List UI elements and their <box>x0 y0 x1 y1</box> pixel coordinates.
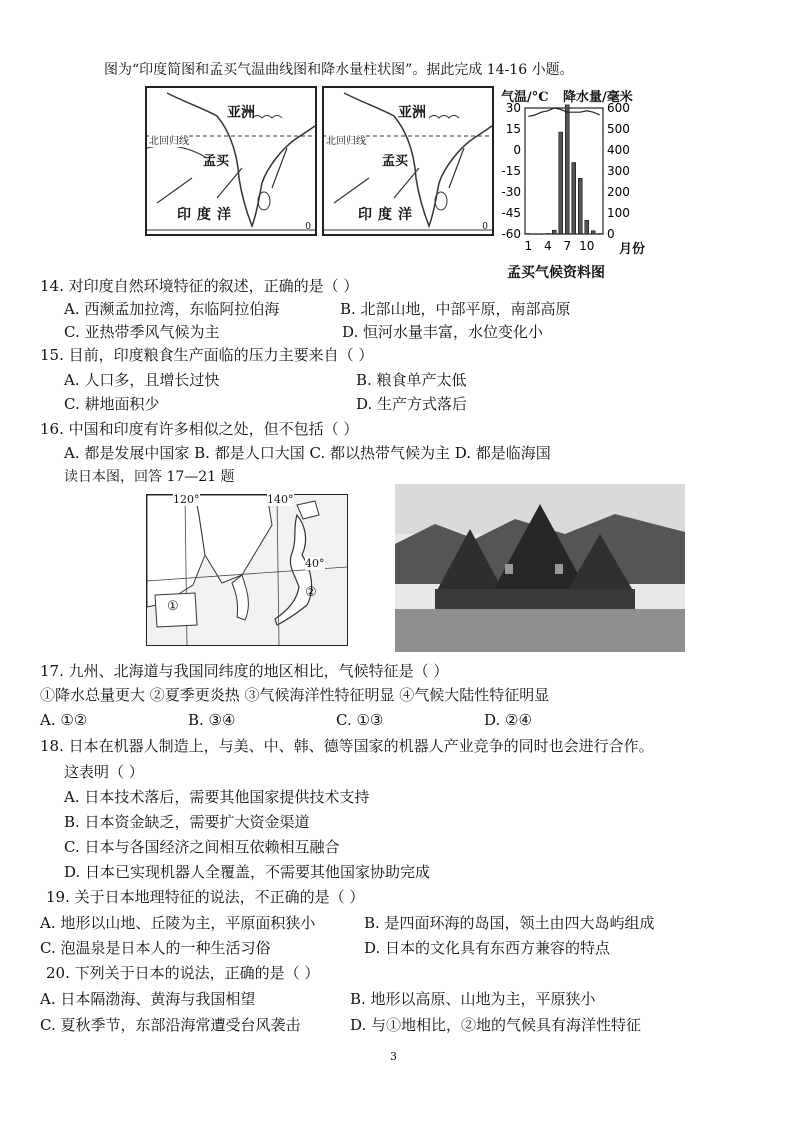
plot-frame <box>525 108 603 234</box>
tropic-label: 北回归线 <box>326 132 366 147</box>
gassho-house-photo-graphic <box>395 484 685 652</box>
q15-stem: 15. 目前，印度粮食生产面临的压力主要来自（ ） <box>40 346 374 364</box>
right-tick-label: 100 <box>607 206 630 220</box>
ocean-label: 印度洋 <box>177 207 237 223</box>
left-axis-ticks <box>501 102 521 241</box>
q17-option-b[interactable]: B. ③④ <box>188 711 236 729</box>
q18-option-b[interactable]: B. 日本资金缺乏，需要扩大资金渠道 <box>64 813 310 831</box>
q14-stem: 14. 对印度自然环境特征的叙述，正确的是（ ） <box>40 277 359 295</box>
equator-zero-label: 0 <box>482 222 488 232</box>
q15-option-d[interactable]: D. 生产方式落后 <box>356 395 468 413</box>
q18-option-c[interactable]: C. 日本与各国经济之间相互依赖相互融合 <box>64 838 340 856</box>
q20-stem: 20. 下列关于日本的说法，正确的是（ ） <box>46 964 320 982</box>
tropic-label: 北回归线 <box>149 132 189 147</box>
asia-label: 亚洲 <box>398 105 426 121</box>
x-axis-title: 月份 <box>619 242 646 257</box>
q17-option-a[interactable]: A. ①② <box>40 711 88 729</box>
left-axis-title: 气温/°C <box>501 90 549 105</box>
q14-option-b[interactable]: B. 北部山地，中部平原，南部高原 <box>340 300 571 318</box>
japan-map-graphic <box>147 495 347 645</box>
q20-option-d[interactable]: D. 与①地相比，②地的气候具有海洋性特征 <box>350 1016 642 1034</box>
q19-option-a[interactable]: A. 地形以山地、丘陵为主，平原面积狭小 <box>40 914 316 932</box>
month-tick-label: 1 <box>524 239 533 253</box>
month-tick-label: 10 <box>579 239 595 253</box>
q19-option-c[interactable]: C. 泡温泉是日本人的一种生活习俗 <box>40 939 271 957</box>
lon-140-label: 140° <box>267 493 294 506</box>
location-marker-2: ② <box>305 585 317 600</box>
q16-options[interactable]: A. 都是发展中国家 B. 都是人口大国 C. 都以热带气候为主 D. 都是临海国 <box>64 444 551 462</box>
page-number: 3 <box>390 1050 397 1063</box>
left-tick-label: 0 <box>513 143 521 157</box>
equator-zero-label: 0 <box>305 222 311 232</box>
month-axis-ticks <box>524 239 594 253</box>
month-tick-label: 4 <box>543 239 552 253</box>
precip-bar-month-8 <box>572 163 576 234</box>
left-tick-label: 15 <box>505 122 521 136</box>
precipitation-bars <box>526 105 601 234</box>
left-tick-label: -45 <box>501 206 521 220</box>
precip-bar-month-10 <box>585 220 589 234</box>
india-map-wind-1 <box>145 86 317 236</box>
japan-intro: 读日本图，回答 17—21 题 <box>64 469 235 485</box>
q17-option-c[interactable]: C. ①③ <box>336 711 384 729</box>
q15-option-c[interactable]: C. 耕地面积少 <box>64 395 160 413</box>
q16-stem: 16. 中国和印度有许多相似之处，但不包括（ ） <box>40 420 359 438</box>
asia-label: 亚洲 <box>227 105 255 121</box>
lat-40-label: 40° <box>305 557 325 570</box>
ocean-label: 印度洋 <box>358 207 418 223</box>
q20-option-a[interactable]: A. 日本隔渤海、黄海与我国相望 <box>40 990 256 1008</box>
precip-bar-month-4 <box>546 234 550 235</box>
precip-bar-month-6 <box>559 132 563 234</box>
left-tick-label: -15 <box>501 164 521 178</box>
precip-bar-month-9 <box>578 178 582 234</box>
right-tick-label: 0 <box>607 227 615 241</box>
gassho-house-photo <box>395 484 685 652</box>
left-tick-label: -60 <box>501 227 521 241</box>
location-marker-1: ① <box>167 599 179 614</box>
climate-caption: 孟买气候资料图 <box>507 265 605 281</box>
q14-option-a[interactable]: A. 西濒孟加拉湾，东临阿拉伯海 <box>64 300 280 318</box>
q19-option-b[interactable]: B. 是四面环海的岛国，领土由四大岛屿组成 <box>364 914 655 932</box>
temperature-line <box>528 108 600 116</box>
q14-option-c[interactable]: C. 亚热带季风气候为主 <box>64 323 220 341</box>
precip-bar-month-1 <box>526 234 530 235</box>
q14-option-d[interactable]: D. 恒河水量丰富，水位变化小 <box>342 323 544 341</box>
q15-option-b[interactable]: B. 粮食单产太低 <box>356 371 467 389</box>
q18-option-d[interactable]: D. 日本已实现机器人全覆盖，不需要其他国家协助完成 <box>64 863 431 881</box>
q20-option-c[interactable]: C. 夏秋季节，东部沿海常遭受台风袭击 <box>40 1016 301 1034</box>
precip-bar-month-12 <box>598 234 602 235</box>
mumbai-label: 孟买 <box>203 154 230 169</box>
q17-stem: 17. 九州、北海道与我国同纬度的地区相比，气候特征是（ ） <box>40 662 449 680</box>
mumbai-label: 孟买 <box>382 154 409 169</box>
right-axis-ticks <box>607 102 630 241</box>
left-tick-label: -30 <box>501 185 521 199</box>
q15-option-a[interactable]: A. 人口多，且增长过快 <box>64 371 220 389</box>
q18-stem-line1: 18. 日本在机器人制造上，与美、中、韩、德等国家的机器人产业竞争的同时也会进行合作。 <box>40 737 654 755</box>
figure-intro: 图为“印度简图和孟买气温曲线图和降水量柱状图”。据此完成 14-16 小题。 <box>104 62 574 78</box>
precip-bar-month-5 <box>552 230 556 234</box>
q18-stem-line2: 这表明（ ） <box>64 763 144 781</box>
right-tick-label: 400 <box>607 143 630 157</box>
right-axis-title: 降水量/毫米 <box>563 90 633 105</box>
precip-bar-month-11 <box>591 231 595 234</box>
precip-bar-month-3 <box>539 234 543 235</box>
right-tick-label: 200 <box>607 185 630 199</box>
precip-bar-month-7 <box>565 105 569 234</box>
mumbai-climate-chart <box>495 84 655 284</box>
q17-option-d[interactable]: D. ②④ <box>484 711 532 729</box>
precip-bar-month-2 <box>533 234 537 235</box>
q19-stem: 19. 关于日本地理特征的说法，不正确的是（ ） <box>46 888 365 906</box>
japan-map <box>146 494 348 646</box>
q17-items: ①降水总量更大 ②夏季更炎热 ③气候海洋性特征明显 ④气候大陆性特征明显 <box>40 686 550 704</box>
month-tick-label: 7 <box>563 239 572 253</box>
q20-option-b[interactable]: B. 地形以高原、山地为主，平原狭小 <box>350 990 596 1008</box>
right-tick-label: 600 <box>607 102 630 115</box>
q19-option-d[interactable]: D. 日本的文化具有东西方兼容的特点 <box>364 939 611 957</box>
left-tick-label: 30 <box>505 102 521 115</box>
right-tick-label: 500 <box>607 122 630 136</box>
india-map-wind-2 <box>322 86 494 236</box>
q18-option-a[interactable]: A. 日本技术落后，需要其他国家提供技术支持 <box>64 788 370 806</box>
lon-120-label: 120° <box>173 493 200 506</box>
right-tick-label: 300 <box>607 164 630 178</box>
